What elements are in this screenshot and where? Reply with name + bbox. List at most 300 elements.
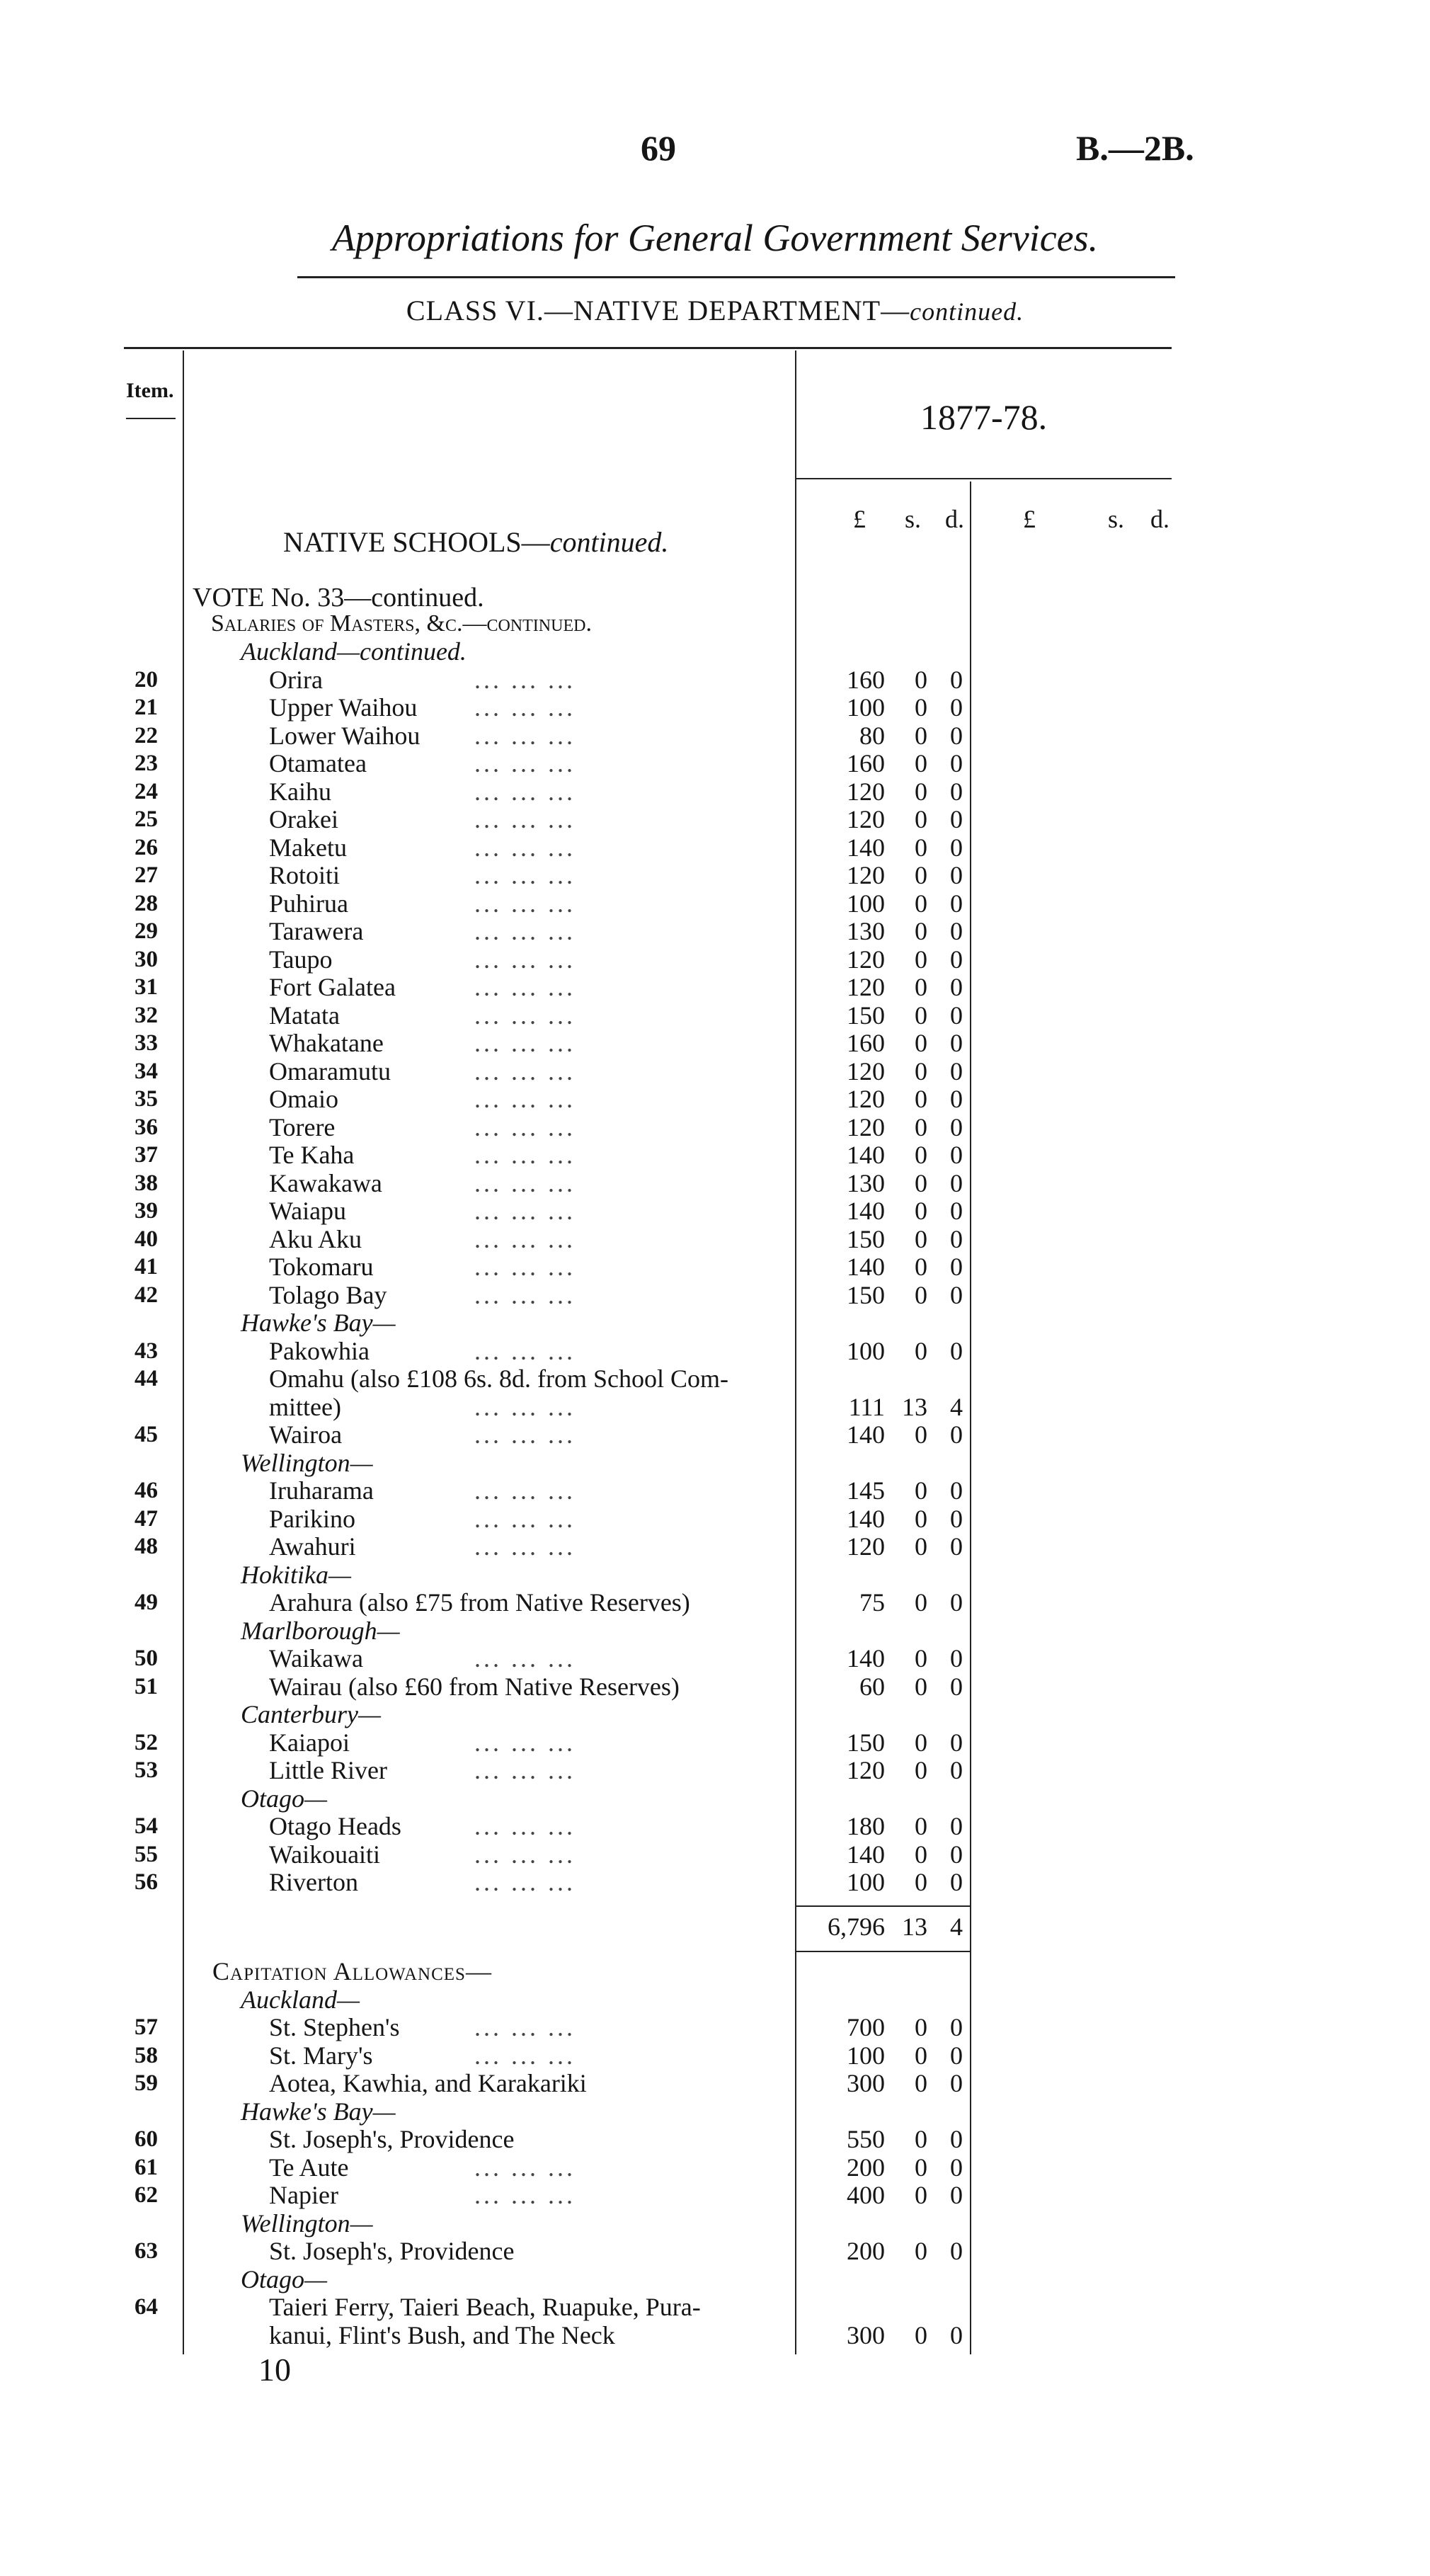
item-number: 44	[135, 1366, 158, 1391]
amount-shillings: 0	[915, 2013, 927, 2041]
item-number: 49	[135, 1590, 158, 1615]
item-number: 27	[135, 862, 158, 888]
table-row	[0, 1197, 1430, 1225]
amount-pounds: 120	[847, 805, 885, 833]
table-row	[0, 1728, 1430, 1757]
item-label: Omaramutu	[269, 1057, 391, 1085]
amount-pence: 0	[950, 1029, 963, 1057]
item-number: 63	[135, 2238, 158, 2264]
item-column-header: Item.	[126, 379, 174, 402]
item-label: Pakowhia	[269, 1337, 370, 1365]
item-label: Orira	[269, 666, 323, 694]
amount-pounds: 300	[847, 2069, 885, 2097]
table-top-rule	[124, 347, 1172, 349]
amount-shillings: 0	[915, 693, 927, 722]
pound-header-2: £	[1023, 505, 1036, 533]
amount-pence: 0	[950, 1113, 963, 1141]
region-label: Otago—	[241, 1784, 328, 1813]
amount-pence: 0	[950, 917, 963, 945]
shilling-header: s.	[905, 505, 922, 533]
amount-pounds: 120	[847, 1113, 885, 1141]
amount-pence: 0	[950, 1281, 963, 1309]
region-label: Hawke's Bay—	[241, 1309, 396, 1337]
leader-dots: ... ... ...	[474, 722, 576, 750]
amount-pounds: 120	[847, 1085, 885, 1113]
amount-shillings: 0	[915, 1225, 927, 1253]
item-label: Rotoiti	[269, 861, 341, 889]
leader-dots: ... ... ...	[474, 1644, 576, 1672]
leader-dots: ... ... ...	[474, 889, 576, 918]
amount-shillings: 0	[915, 2321, 927, 2349]
footer-mark: 10	[258, 2352, 291, 2388]
table-row	[0, 1505, 1430, 1533]
class-heading-main: CLASS VI.—NATIVE DEPARTMENT—	[406, 295, 910, 326]
amount-shillings: 0	[915, 1141, 927, 1169]
class-heading-continued: continued.	[910, 297, 1024, 326]
table-row	[0, 861, 1430, 889]
table-row	[0, 945, 1430, 974]
table-row	[0, 1756, 1430, 1784]
table-row	[0, 1141, 1430, 1169]
amount-shillings: 0	[915, 1337, 927, 1365]
section-heading-main: NATIVE SCHOOLS—	[283, 526, 550, 558]
amount-pence: 0	[950, 1840, 963, 1869]
amount-pounds: 200	[847, 2153, 885, 2182]
amount-shillings: 0	[915, 1812, 927, 1840]
region-label: Auckland—continued.	[241, 637, 467, 666]
table-row	[0, 2181, 1430, 2209]
amount-pounds: 700	[847, 2013, 885, 2041]
item-label: St. Joseph's, Providence	[269, 2125, 515, 2153]
amount-pence: 0	[950, 833, 963, 862]
item-number: 31	[135, 974, 158, 1000]
amount-pounds: 160	[847, 666, 885, 694]
amount-pence: 0	[950, 1476, 963, 1505]
leader-dots: ... ... ...	[474, 777, 576, 806]
amount-shillings: 0	[915, 1476, 927, 1505]
leader-dots: ... ... ...	[474, 2013, 576, 2041]
amount-pence: 0	[950, 1253, 963, 1281]
amount-shillings: 0	[915, 2153, 927, 2182]
salaries-heading: Salaries of Masters, &c.—continued.	[211, 610, 592, 637]
leader-dots: ... ... ...	[474, 1420, 576, 1449]
vote-heading: VOTE No. 33—continued.	[193, 583, 484, 612]
item-number: 42	[135, 1282, 158, 1308]
amount-pence: 0	[950, 1057, 963, 1085]
item-number: 43	[135, 1338, 158, 1364]
leader-dots: ... ... ...	[474, 1057, 576, 1085]
item-number: 29	[135, 918, 158, 944]
amount-shillings: 0	[915, 1253, 927, 1281]
item-label: Parikino	[269, 1505, 355, 1533]
title-rule	[297, 276, 1175, 278]
total-row	[0, 1913, 1430, 1941]
table-row	[0, 1281, 1430, 1309]
group-heading-row	[0, 1700, 1430, 1728]
amount-pence: 0	[950, 1337, 963, 1365]
table-row	[0, 777, 1430, 806]
table-row	[0, 722, 1430, 750]
item-number: 58	[135, 2043, 158, 2068]
amount-pence: 0	[950, 2125, 963, 2153]
amount-pounds: 120	[847, 1057, 885, 1085]
table-row	[0, 1001, 1430, 1030]
table-row	[0, 2237, 1430, 2265]
item-number: 60	[135, 2126, 158, 2152]
leader-dots: ... ... ...	[474, 1225, 576, 1253]
amount-pounds: 120	[847, 861, 885, 889]
group-heading-row	[0, 2265, 1430, 2293]
table-row	[0, 2041, 1430, 2070]
leader-dots: ... ... ...	[474, 749, 576, 777]
table-row	[0, 917, 1430, 945]
item-label: Te Aute	[269, 2153, 349, 2182]
table-row	[0, 1169, 1430, 1197]
leader-dots: ... ... ...	[474, 973, 576, 1001]
item-label: Kaihu	[269, 777, 331, 806]
leader-dots: ... ... ...	[474, 2153, 576, 2182]
amount-shillings: 0	[915, 917, 927, 945]
leader-dots: ... ... ...	[474, 917, 576, 945]
amount-pence: 0	[950, 2237, 963, 2265]
amount-shillings: 0	[915, 1197, 927, 1225]
item-label: St. Mary's	[269, 2041, 373, 2070]
amount-pounds: 145	[847, 1476, 885, 1505]
item-label: Waikouaiti	[269, 1840, 381, 1869]
item-label: kanui, Flint's Bush, and The Neck	[269, 2321, 615, 2349]
item-number: 56	[135, 1869, 158, 1895]
amount-pounds: 140	[847, 1420, 885, 1449]
region-label: Marlborough—	[241, 1617, 400, 1645]
item-label: Otamatea	[269, 749, 367, 777]
table-row	[0, 2013, 1430, 2041]
amount-pence: 0	[950, 2013, 963, 2041]
amount-pounds: 160	[847, 749, 885, 777]
item-number: 64	[135, 2294, 158, 2320]
amount-shillings: 0	[915, 1644, 927, 1672]
item-label: Otago Heads	[269, 1812, 401, 1840]
shilling-header-2: s.	[1108, 505, 1125, 533]
table-row	[0, 749, 1430, 777]
leader-dots: ... ... ...	[474, 1756, 576, 1784]
item-label: Aotea, Kawhia, and Karakariki	[269, 2069, 587, 2097]
amount-pounds: 120	[847, 777, 885, 806]
item-number: 57	[135, 2014, 158, 2040]
amount-pence: 0	[950, 1085, 963, 1113]
amount-shillings: 0	[915, 1505, 927, 1533]
leader-dots: ... ... ...	[474, 1113, 576, 1141]
section-heading-continued: continued.	[549, 526, 669, 558]
item-number: 62	[135, 2182, 158, 2208]
amount-pounds: 120	[847, 1532, 885, 1561]
table-row	[0, 1337, 1430, 1365]
group-heading-row	[0, 1784, 1430, 1813]
item-label: Kaiapoi	[269, 1728, 350, 1757]
item-label: Wairau (also £60 from Native Reserves)	[269, 1672, 680, 1701]
amount-pounds: 140	[847, 1141, 885, 1169]
amount-pence: 0	[950, 861, 963, 889]
item-number: 47	[135, 1506, 158, 1532]
leader-dots: ... ... ...	[474, 2181, 576, 2209]
amount-pence: 0	[950, 2153, 963, 2182]
amount-shillings: 0	[915, 1420, 927, 1449]
total-pounds: 6,796	[828, 1913, 885, 1941]
item-label: Tolago Bay	[269, 1281, 387, 1309]
region-label: Hokitika—	[241, 1561, 351, 1589]
item-number: 59	[135, 2070, 158, 2096]
amount-pence: 0	[950, 1532, 963, 1561]
item-label: Wairoa	[269, 1420, 343, 1449]
item-label: Waiapu	[269, 1197, 347, 1225]
table-row	[0, 1420, 1430, 1449]
item-label: Waikawa	[269, 1644, 364, 1672]
total-pence: 4	[950, 1913, 963, 1941]
amount-pence: 0	[950, 2321, 963, 2349]
leader-dots: ... ... ...	[474, 1001, 576, 1030]
item-label: Aku Aku	[269, 1225, 362, 1253]
group-heading-row	[0, 1561, 1430, 1589]
leader-dots: ... ... ...	[474, 1029, 576, 1057]
amount-shillings: 0	[915, 666, 927, 694]
amount-shillings: 0	[915, 722, 927, 750]
amount-pounds: 160	[847, 1029, 885, 1057]
region-label: Wellington—	[241, 1449, 373, 1477]
group-heading-row	[0, 1309, 1430, 1337]
amount-pounds: 300	[847, 2321, 885, 2349]
item-label: Omahu (also £108 6s. 8d. from School Com-	[269, 1364, 728, 1393]
leader-dots: ... ... ...	[474, 1141, 576, 1169]
item-label: Arahura (also £75 from Native Reserves)	[269, 1588, 690, 1617]
leader-dots: ... ... ...	[474, 1840, 576, 1869]
leader-dots: ... ... ...	[474, 1532, 576, 1561]
leader-dots: ... ... ...	[474, 1728, 576, 1757]
table-row	[0, 1364, 1430, 1393]
amount-shillings: 0	[915, 1085, 927, 1113]
page-title: Appropriations for General Government Services.	[331, 217, 1099, 259]
amount-shillings: 0	[915, 2069, 927, 2097]
amount-pence: 0	[950, 722, 963, 750]
amount-shillings: 0	[915, 1057, 927, 1085]
amount-pounds: 130	[847, 917, 885, 945]
leader-dots: ... ... ...	[474, 1812, 576, 1840]
item-number: 41	[135, 1254, 158, 1280]
leader-dots: ... ... ...	[474, 1169, 576, 1197]
amount-pence: 0	[950, 1420, 963, 1449]
item-number: 32	[135, 1003, 158, 1028]
region-label: Otago—	[241, 2265, 328, 2293]
table-row	[0, 1057, 1430, 1085]
amount-pence: 0	[950, 1588, 963, 1617]
item-label: Matata	[269, 1001, 340, 1030]
leader-dots: ... ... ...	[474, 1393, 576, 1421]
leader-dots: ... ... ...	[474, 1253, 576, 1281]
item-label: Lower Waihou	[269, 722, 421, 750]
amount-shillings: 0	[915, 2237, 927, 2265]
amount-pence: 0	[950, 1001, 963, 1030]
amount-pence: 0	[950, 1141, 963, 1169]
item-number: 48	[135, 1534, 158, 1559]
amount-shillings: 0	[915, 1588, 927, 1617]
item-label: Fort Galatea	[269, 973, 396, 1001]
amount-pence: 0	[950, 1644, 963, 1672]
leader-dots: ... ... ...	[474, 666, 576, 694]
table-row	[0, 1476, 1430, 1505]
table-row	[0, 666, 1430, 694]
year-rule	[796, 478, 1172, 479]
amount-pounds: 140	[847, 1840, 885, 1869]
item-number: 55	[135, 1842, 158, 1867]
amount-shillings: 0	[915, 1756, 927, 1784]
leader-dots: ... ... ...	[474, 805, 576, 833]
page-number: 69	[641, 128, 676, 168]
leader-dots: ... ... ...	[474, 861, 576, 889]
item-label: Iruharama	[269, 1476, 374, 1505]
item-label: St. Joseph's, Providence	[269, 2237, 515, 2265]
pound-header: £	[853, 505, 866, 533]
item-label: Riverton	[269, 1868, 358, 1896]
amount-shillings: 0	[915, 833, 927, 862]
year-header: 1877-78.	[920, 397, 1048, 437]
item-label: Torere	[269, 1113, 336, 1141]
amount-shillings: 0	[915, 1113, 927, 1141]
amount-pence: 0	[950, 805, 963, 833]
item-number: 39	[135, 1198, 158, 1224]
item-label: Puhirua	[269, 889, 348, 918]
table-row	[0, 973, 1430, 1001]
amount-pence: 0	[950, 693, 963, 722]
item-label: Napier	[269, 2181, 338, 2209]
amount-pounds: 120	[847, 1756, 885, 1784]
table-row	[0, 1588, 1430, 1617]
amount-shillings: 0	[915, 1169, 927, 1197]
item-number: 52	[135, 1730, 158, 1755]
amount-shillings: 0	[915, 1868, 927, 1896]
item-number: 24	[135, 779, 158, 804]
item-number: 30	[135, 947, 158, 972]
pence-header-2: d.	[1150, 505, 1169, 533]
amount-pence: 0	[950, 889, 963, 918]
item-label: Kawakawa	[269, 1169, 382, 1197]
item-label: Upper Waihou	[269, 693, 418, 722]
table-row	[0, 2069, 1430, 2097]
amount-shillings: 0	[915, 2125, 927, 2153]
item-number: 54	[135, 1813, 158, 1839]
item-number: 21	[135, 695, 158, 720]
amount-shillings: 0	[915, 805, 927, 833]
item-number: 38	[135, 1170, 158, 1196]
group-heading-row	[0, 2097, 1430, 2126]
amount-pounds: 100	[847, 889, 885, 918]
amount-pence: 0	[950, 749, 963, 777]
item-number: 33	[135, 1030, 158, 1056]
amount-pounds: 100	[847, 1337, 885, 1365]
amount-pounds: 140	[847, 1253, 885, 1281]
item-label: Tokomaru	[269, 1253, 374, 1281]
item-number: 37	[135, 1142, 158, 1168]
pence-header: d.	[945, 505, 964, 533]
amount-shillings: 0	[915, 1728, 927, 1757]
region-label: Wellington—	[241, 2209, 373, 2238]
item-number: 40	[135, 1226, 158, 1252]
amount-pounds: 80	[859, 722, 885, 750]
leader-dots: ... ... ...	[474, 2041, 576, 2070]
amount-pence: 0	[950, 777, 963, 806]
item-label: Maketu	[269, 833, 347, 862]
amount-pence: 0	[950, 1812, 963, 1840]
amount-pence: 0	[950, 1225, 963, 1253]
leader-dots: ... ... ...	[474, 1868, 576, 1896]
item-label: mittee)	[269, 1393, 341, 1421]
amount-pence: 0	[950, 945, 963, 974]
item-label: Taupo	[269, 945, 333, 974]
amount-pence: 0	[950, 666, 963, 694]
amount-shillings: 0	[915, 861, 927, 889]
amount-pounds: 111	[848, 1393, 885, 1421]
leader-dots: ... ... ...	[474, 945, 576, 974]
table-row	[0, 805, 1430, 833]
group-heading-row	[0, 1985, 1430, 2014]
amount-pence: 0	[950, 1728, 963, 1757]
amount-shillings: 0	[915, 749, 927, 777]
item-number: 25	[135, 807, 158, 832]
amount-pounds: 100	[847, 2041, 885, 2070]
table-row	[0, 1840, 1430, 1869]
item-number: 23	[135, 751, 158, 776]
table-row	[0, 1812, 1430, 1840]
table-row	[0, 889, 1430, 918]
item-number: 53	[135, 1757, 158, 1783]
amount-pounds: 140	[847, 1197, 885, 1225]
region-label: Hawke's Bay—	[241, 2097, 396, 2126]
amount-pounds: 120	[847, 945, 885, 974]
amount-shillings: 13	[902, 1393, 927, 1421]
amount-shillings: 0	[915, 2181, 927, 2209]
amount-pounds: 140	[847, 1505, 885, 1533]
class-heading	[0, 294, 1430, 327]
item-number: 34	[135, 1059, 158, 1084]
table-row	[0, 1672, 1430, 1701]
amount-shillings: 0	[915, 945, 927, 974]
leader-dots: ... ... ...	[474, 833, 576, 862]
amount-pounds: 130	[847, 1169, 885, 1197]
table-row	[0, 693, 1430, 722]
item-number: 36	[135, 1115, 158, 1140]
leader-dots: ... ... ...	[474, 1337, 576, 1365]
table-row	[0, 1253, 1430, 1281]
item-number: 45	[135, 1422, 158, 1447]
item-number: 22	[135, 723, 158, 748]
item-label: Te Kaha	[269, 1141, 355, 1169]
section-heading	[283, 525, 668, 559]
leader-dots: ... ... ...	[474, 693, 576, 722]
amount-pence: 4	[950, 1393, 963, 1421]
region-label: Auckland—	[241, 1985, 360, 2014]
table-row	[0, 833, 1430, 862]
group-heading-row	[0, 637, 1430, 666]
amount-shillings: 0	[915, 1532, 927, 1561]
amount-shillings: 0	[915, 777, 927, 806]
amount-pence: 0	[950, 1169, 963, 1197]
document-reference: B.—2B.	[1076, 128, 1194, 168]
item-label: Whakatane	[269, 1029, 384, 1057]
amount-pounds: 400	[847, 2181, 885, 2209]
item-number: 20	[135, 667, 158, 693]
item-header-rule	[126, 418, 176, 419]
table-row	[0, 2153, 1430, 2182]
item-label: Omaio	[269, 1085, 338, 1113]
table-row	[0, 1532, 1430, 1561]
amount-pence: 0	[950, 2041, 963, 2070]
